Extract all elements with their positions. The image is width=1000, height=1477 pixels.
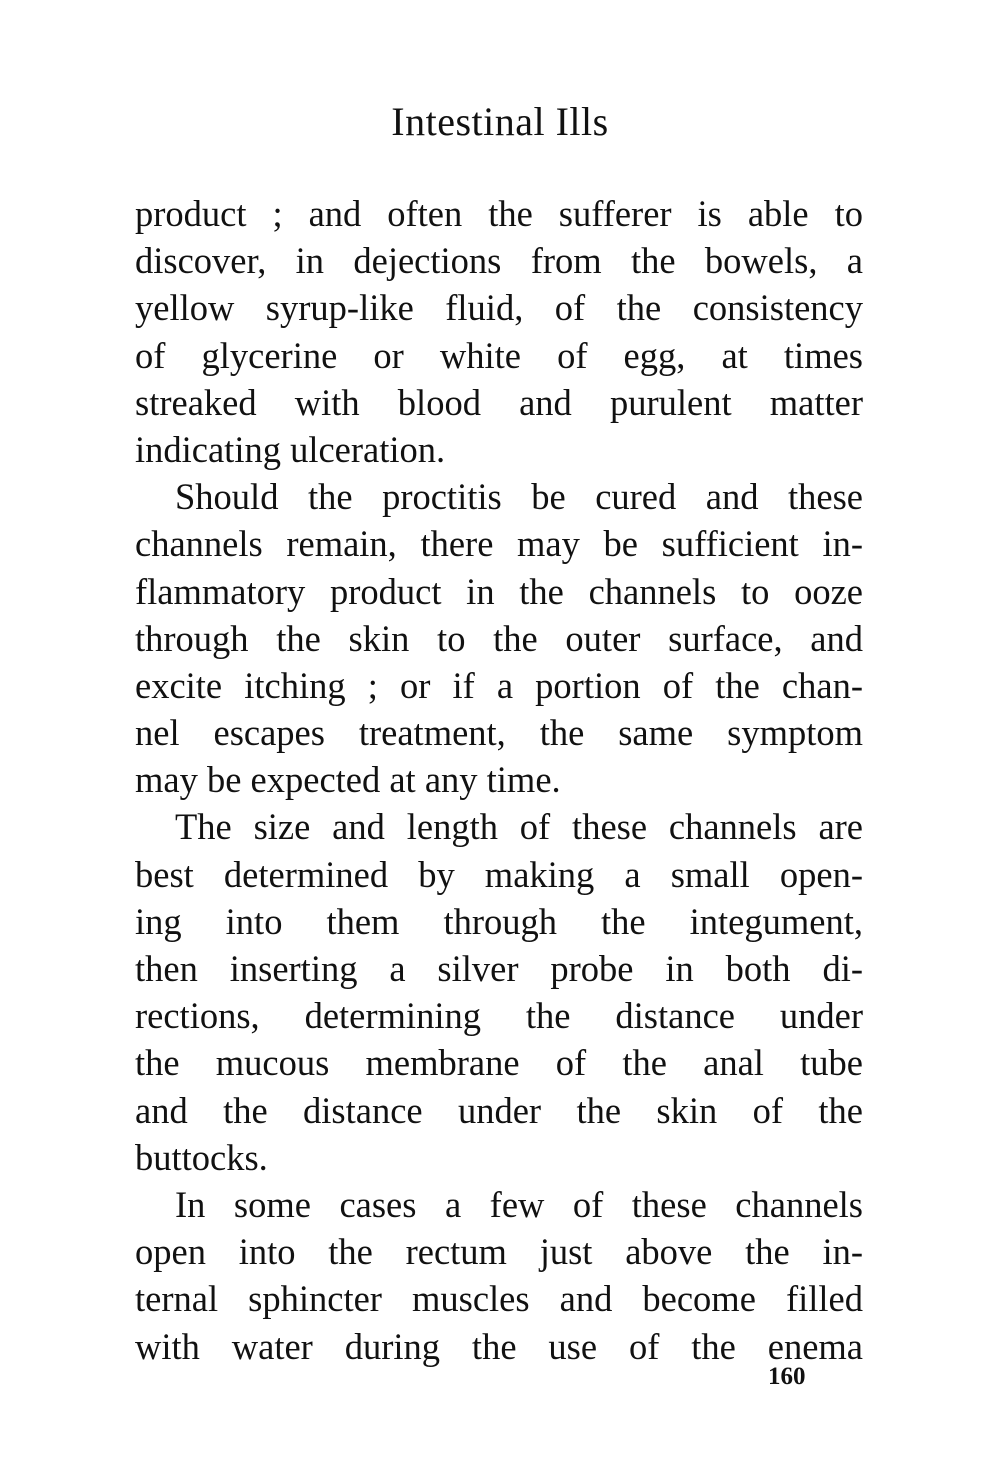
running-head: Intestinal Ills bbox=[391, 99, 609, 144]
text-line: best determined by making a small open- bbox=[135, 853, 863, 895]
text-line: product ; and often the sufferer is able to bbox=[135, 193, 863, 234]
body-text bbox=[135, 190, 863, 1370]
text-line: and the distance under the skin of the bbox=[135, 1089, 863, 1131]
text-line: streaked with blood and purulent matter bbox=[135, 381, 863, 423]
text-line: Should the proctitis be cured and these bbox=[175, 476, 863, 518]
text-line: buttocks. bbox=[135, 1136, 268, 1178]
text-line: excite itching ; or if a portion of the chan- bbox=[135, 664, 863, 706]
text-line: then inserting a silver probe in both di- bbox=[135, 948, 863, 989]
text-line: open into the rectum just above the in- bbox=[135, 1231, 863, 1273]
page-number: 160 bbox=[768, 1363, 806, 1390]
text-line: flammatory product in the channels to ooze bbox=[135, 570, 863, 612]
text-line: may be expected at any time. bbox=[135, 759, 561, 801]
text-line: through the skin to the outer surface, and bbox=[135, 617, 863, 659]
text-line: channels remain, there may be sufficient in- bbox=[135, 523, 863, 565]
paragraph bbox=[135, 803, 863, 1181]
text-line: indicating ulceration. bbox=[135, 428, 446, 470]
text-line: ternal sphincter muscles and become filled bbox=[135, 1278, 863, 1320]
paragraph bbox=[135, 473, 863, 803]
text-line: In some cases a few of these channels bbox=[175, 1183, 863, 1225]
paragraph bbox=[135, 1181, 863, 1370]
paragraph bbox=[135, 190, 863, 473]
text-line: the mucous membrane of the anal tube bbox=[135, 1042, 863, 1084]
text-line: discover, in dejections from the bowels, a bbox=[135, 240, 863, 282]
text-line: rections, determining the distance under bbox=[135, 995, 863, 1037]
text-line: ing into them through the integument, bbox=[135, 900, 863, 942]
text-line: with water during the use of the enema bbox=[135, 1325, 863, 1367]
text-line: of glycerine or white of egg, at times bbox=[135, 334, 863, 376]
text-line: The size and length of these channels are bbox=[175, 806, 863, 848]
text-line: yellow syrup-like fluid, of the consistency bbox=[135, 287, 863, 329]
text-line: nel escapes treatment, the same symptom bbox=[135, 712, 863, 754]
